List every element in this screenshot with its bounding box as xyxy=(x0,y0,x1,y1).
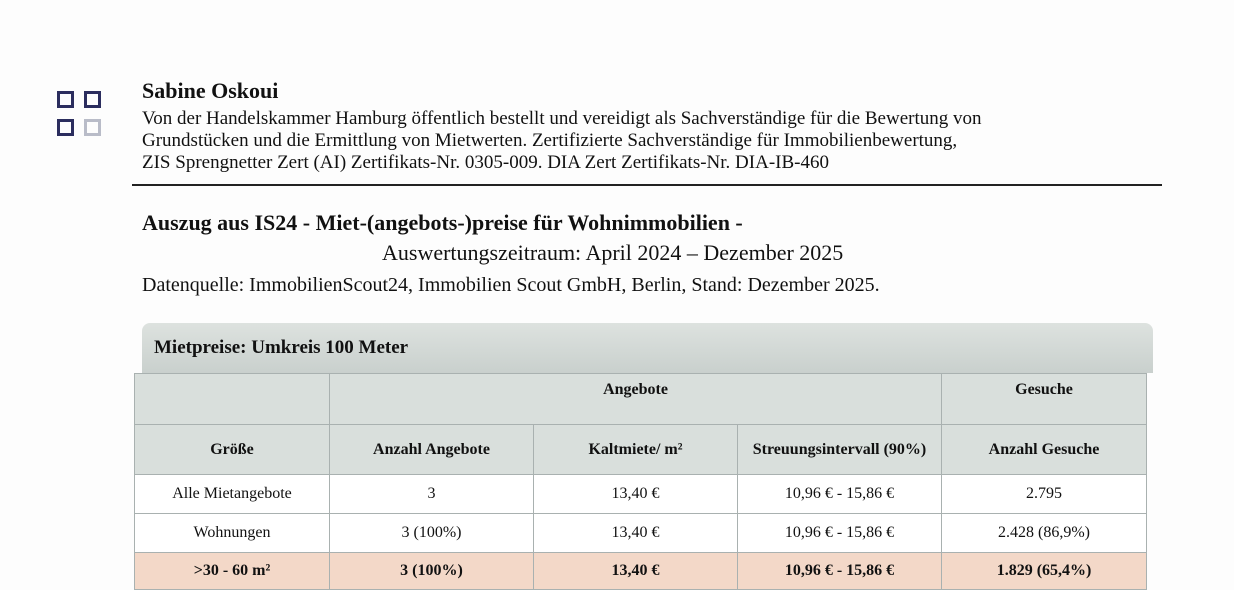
table-cell: 3 (100%) xyxy=(330,514,534,553)
column-header: Größe xyxy=(135,425,330,475)
group-header-angebote: Angebote xyxy=(330,374,942,425)
column-header: Streuungsintervall (90%) xyxy=(738,425,942,475)
rent-table xyxy=(134,373,1147,590)
table-cell: 10,96 € - 15,86 € xyxy=(738,475,942,514)
group-header-gesuche: Gesuche xyxy=(942,374,1147,425)
header-divider xyxy=(132,184,1162,186)
table-row xyxy=(135,514,1147,553)
table-cell: 13,40 € xyxy=(534,514,738,553)
section-title: Mietpreise: Umkreis 100 Meter xyxy=(154,337,409,358)
report-source: Datenquelle: ImmobilienScout24, Immobilien Scout GmbH, Berlin, Stand: Dezember 2025. xyxy=(142,274,880,296)
table-cell: 2.795 xyxy=(942,475,1147,514)
header-cell-empty xyxy=(135,374,330,425)
table-group-row xyxy=(135,374,1147,425)
table-cell: Alle Mietangebote xyxy=(135,475,330,514)
table-cell: 13,40 € xyxy=(534,475,738,514)
logo-icon xyxy=(57,91,109,143)
column-header: Anzahl Gesuche xyxy=(942,425,1147,475)
table-section-header xyxy=(142,323,1153,373)
credentials-line: ZIS Sprengnetter Zert (AI) Zertifikats-Nr. 0305-009. DIA Zert Zertifikats-Nr. DIA-IB-460 xyxy=(142,152,829,173)
table-cell: >30 - 60 m² xyxy=(135,553,330,590)
table-cell: 2.428 (86,9%) xyxy=(942,514,1147,553)
table-header-row xyxy=(135,425,1147,475)
expert-name: Sabine Oskoui xyxy=(142,78,279,103)
expert-credentials xyxy=(142,108,1142,174)
column-header: Kaltmiete/ m² xyxy=(534,425,738,475)
table-cell: Wohnungen xyxy=(135,514,330,553)
report-period: Auswertungszeitraum: April 2024 – Dezember 2025 xyxy=(382,240,844,265)
table-cell: 10,96 € - 15,86 € xyxy=(738,553,942,590)
report-title: Auszug aus IS24 - Miet-(angebots-)preise für Wohnimmobilien - xyxy=(142,210,743,235)
table-cell: 3 xyxy=(330,475,534,514)
table-row-highlighted xyxy=(135,553,1147,590)
table-row xyxy=(135,475,1147,514)
credentials-line: Von der Handelskammer Hamburg öffentlich bestellt und vereidigt als Sachverständige für die Bewertung von xyxy=(142,108,982,129)
table-cell: 13,40 € xyxy=(534,553,738,590)
table-cell: 10,96 € - 15,86 € xyxy=(738,514,942,553)
credentials-line: Grundstücken und die Ermittlung von Mietwerten. Zertifizierte Sachverständige für Immobilienbewertung, xyxy=(142,130,958,151)
table-cell: 1.829 (65,4%) xyxy=(942,553,1147,590)
column-header: Anzahl Angebote xyxy=(330,425,534,475)
table-cell: 3 (100%) xyxy=(330,553,534,590)
